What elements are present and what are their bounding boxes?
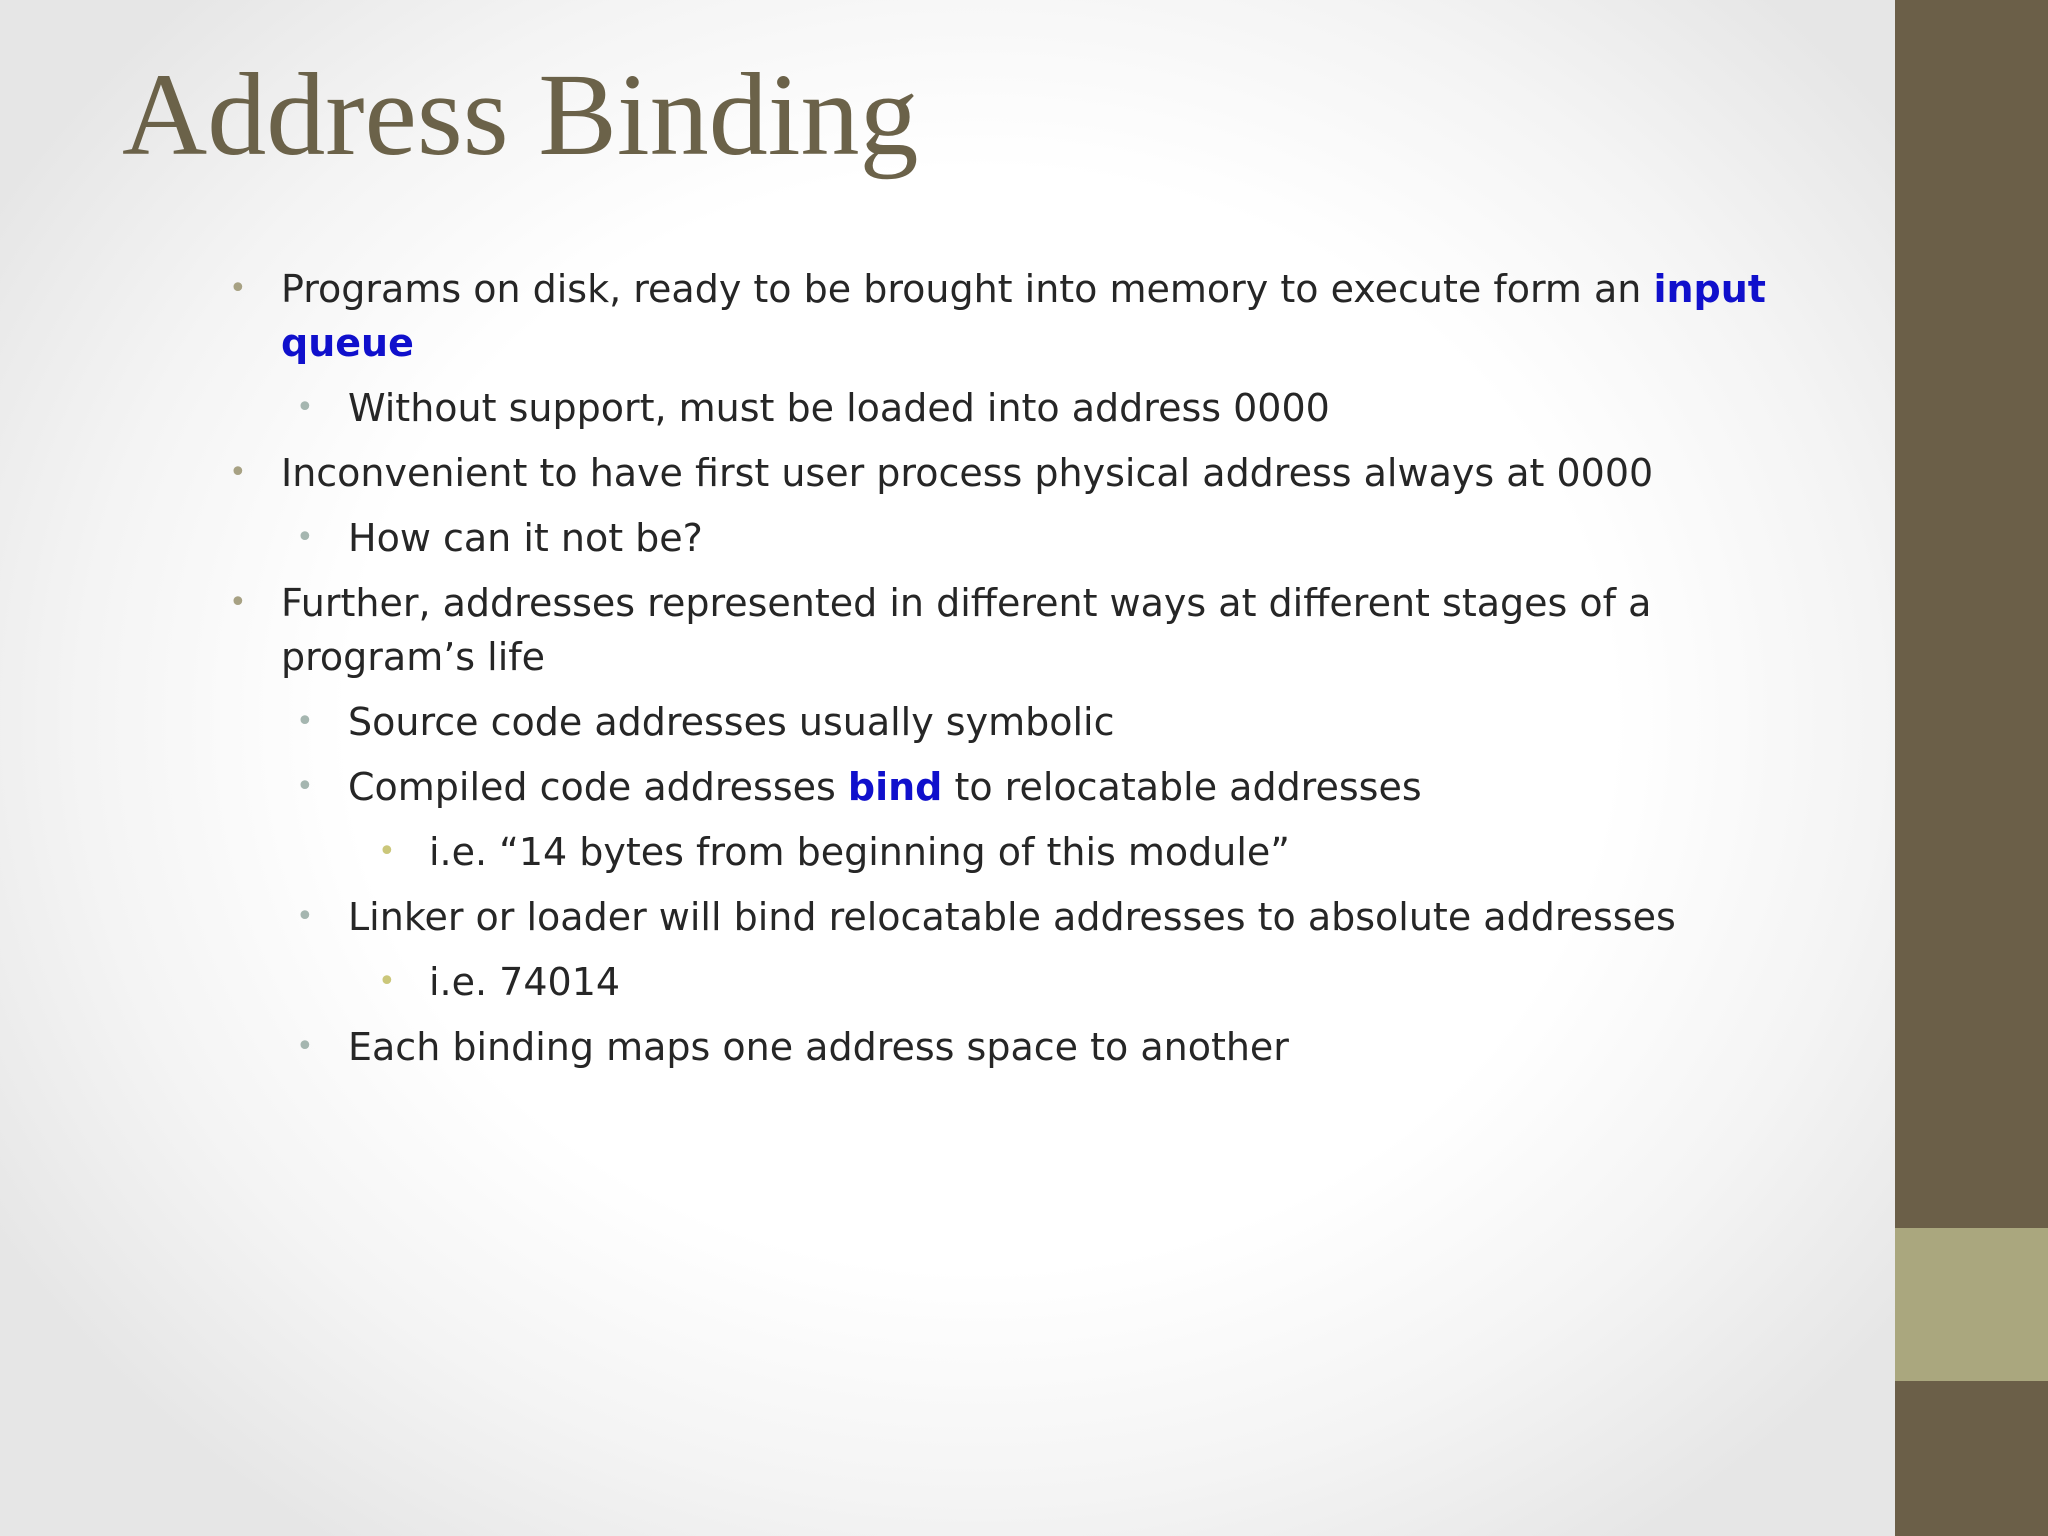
bullet-item-further-addresses [0,576,1811,684]
bullet-marker: • [296,520,314,555]
bullet-item-source-code [0,695,1818,749]
bullet-marker: • [296,899,314,934]
bullet-marker: • [378,964,396,999]
bullet-text: Without support, must be loaded into address 0000 [348,386,1330,430]
bullet-text: i.e. 74014 [429,960,621,1004]
slide-title: Address Binding [122,49,919,180]
highlight-term-input-queue: input queue [281,267,1766,365]
bullet-item-linker-loader [0,890,1818,944]
bullet-item-compiled-code [0,760,1818,814]
decorative-sidebar-accent [1895,1228,2048,1381]
bullet-text: Programs on disk, ready to be brought into memory to execute form an [281,267,1654,311]
bullet-marker: • [229,585,247,620]
bullet-text: Each binding maps one address space to another [348,1025,1289,1069]
bullet-item-each-binding [0,1020,1818,1074]
bullet-item-input-queue [0,262,1811,370]
bullet-marker: • [296,1029,314,1064]
bullet-text: Compiled code addresses [348,765,848,809]
bullet-text: Linker or loader will bind relocatable addresses to absolute addresses [348,895,1676,939]
bullet-item-without-support [0,381,1818,435]
bullet-item-14-bytes [0,825,1819,879]
bullet-item-how-can-it-not-be [0,511,1818,565]
bullet-list [0,262,1895,1085]
bullet-text-tail: to relocatable addresses [942,765,1422,809]
bullet-text: Further, addresses represented in different ways at different stages of a program’s life [281,581,1652,679]
bullet-marker: • [378,834,396,869]
bullet-marker: • [296,769,314,804]
bullet-marker: • [229,455,247,490]
highlight-term-bind: bind [847,765,943,809]
bullet-item-inconvenient [0,446,1811,500]
bullet-text: Inconvenient to have first user process physical address always at 0000 [281,451,1654,495]
bullet-item-74014 [0,955,1819,1009]
bullet-marker: • [296,390,314,425]
bullet-text: i.e. “14 bytes from beginning of this module” [429,830,1290,874]
bullet-text: Source code addresses usually symbolic [348,700,1115,744]
bullet-marker: • [296,704,314,739]
bullet-marker: • [229,271,247,306]
bullet-text: How can it not be? [348,516,703,560]
